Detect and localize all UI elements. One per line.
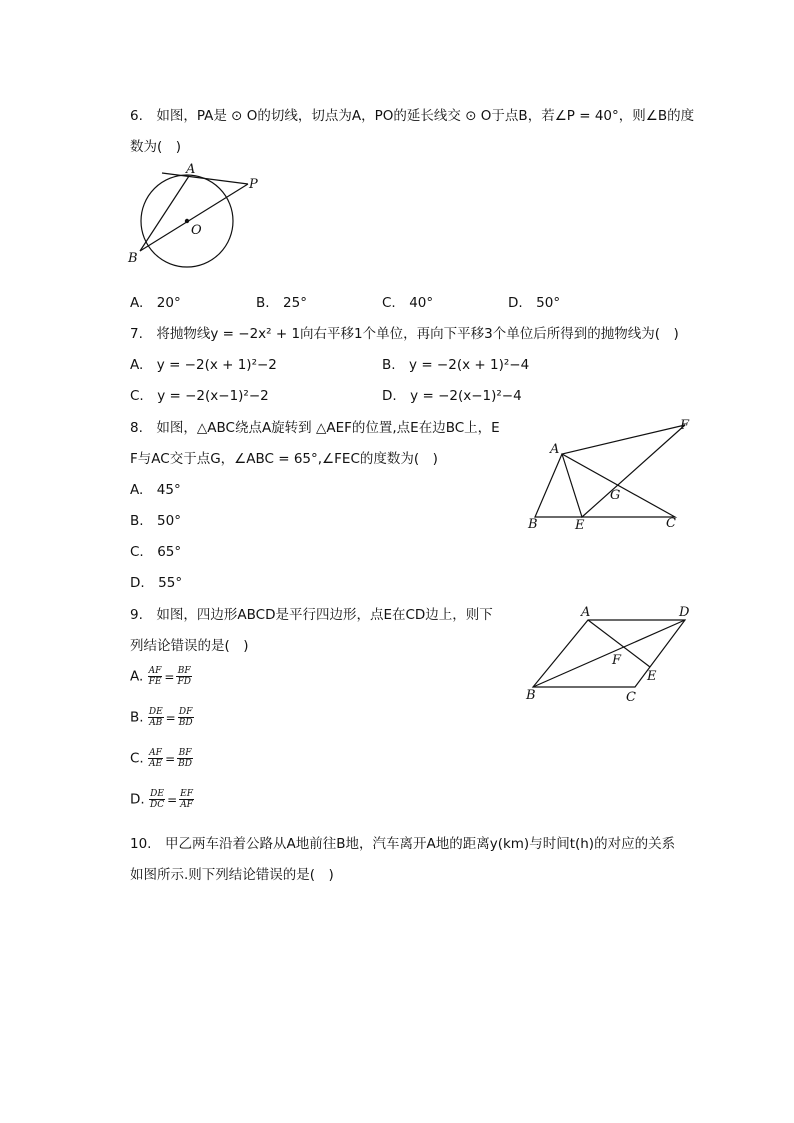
q8-option-b: B. 50° [130,513,181,529]
label-a: A [186,162,196,177]
fraction-left: $\frac{AF}{AE}$ [149,748,163,769]
q6-option-d: D. 50° [508,295,561,311]
secant-line-bp [140,184,248,251]
q8-option-c: C. 65° [130,544,182,560]
fraction-right: $\frac{BF}{BD}$ [178,748,192,769]
q8-stem-line1: 8. 如图，△ABC绕点A旋转到 △AEF的位置,点E在边BC上，E [130,420,500,436]
label-b: B [528,517,538,532]
q9-parallelogram-figure [520,600,700,710]
fraction-left: $\frac{AF}{FE}$ [148,666,162,687]
q6-option-a: A. 20° [130,295,181,311]
q8-stem-line2: F与AC交于点G，∠ABC = 65°,∠FEC的度数为( ) [130,451,438,467]
option-letter: C. [130,750,144,767]
q8-option-a: A. 45° [130,482,181,498]
q7-option-b: B. y = −2(x + 1)²−4 [382,357,530,373]
triangle-abc [535,454,675,517]
fraction-right: $\frac{DF}{BD}$ [178,707,193,728]
q8-option-d: D. 55° [130,575,183,591]
q7-option-d: D. y = −2(x−1)²−4 [382,388,522,404]
option-letter: D. [130,791,145,808]
label-f: F [612,653,622,668]
q9-option-d: D. $\frac{DE}{DC}$ = $\frac{EF}{AF}$ [130,789,193,810]
q6-stem-line2: 数为( ) [130,139,182,155]
label-e: E [575,518,585,533]
label-b: B [526,688,536,703]
label-o: O [191,223,202,238]
fraction-left: $\frac{DE}{DC}$ [149,789,165,810]
q9-option-b: B. $\frac{DE}{AB}$ = $\frac{DF}{BD}$ [130,707,193,728]
q9-option-a: A. $\frac{AF}{FE}$ = $\frac{BF}{FD}$ [130,666,191,687]
fraction-right: $\frac{EF}{AF}$ [180,789,193,810]
q8-triangle-figure [520,415,700,537]
q7-stem: 7. 将抛物线y = −2x² + 1向右平移1个单位，再向下平移3个单位后所得到的抛物线为( ) [130,326,679,342]
label-d: D [679,605,690,620]
q9-stem-line2: 列结论错误的是( ) [130,638,249,654]
option-letter: B. [130,709,144,726]
option-letter: A. [130,668,144,685]
fraction-right: $\frac{BF}{FD}$ [177,666,191,687]
fraction-left: $\frac{DE}{AB}$ [148,707,163,728]
q10-stem-line2: 如图所示.则下列结论错误的是( ) [130,867,334,883]
triangle-aef [562,425,685,517]
label-a: A [550,442,560,457]
label-g: G [610,488,621,503]
tangent-line-pa [162,173,248,184]
label-f: F [680,418,690,433]
q6-stem-line1: 6. 如图，PA是 ⊙ O的切线，切点为A，PO的延长线交 ⊙ O于点B，若∠P = 40°，则∠B的度 [130,108,695,124]
q7-option-c: C. y = −2(x−1)²−2 [130,388,269,404]
q9-option-c: C. $\frac{AF}{AE}$ = $\frac{BF}{BD}$ [130,748,192,769]
center-point-o [185,219,189,223]
label-b: B [128,251,138,266]
q6-circle-figure [120,160,280,280]
label-p: P [249,177,258,192]
label-c: C [666,516,676,531]
q9-stem-line1: 9. 如图，四边形ABCD是平行四边形，点E在CD边上，则下 [130,607,493,623]
q7-option-a: A. y = −2(x + 1)²−2 [130,357,277,373]
label-c: C [626,690,636,705]
q6-option-b: B. 25° [256,295,307,311]
label-e: E [647,669,657,684]
diagonal-bd [533,620,685,687]
label-a: A [581,605,591,620]
chord-ab [140,176,189,251]
q6-option-c: C. 40° [382,295,434,311]
q10-stem-line1: 10. 甲乙两车沿着公路从A地前往B地，汽车离开A地的距离y(km)与时间t(h)的对应的关系 [130,836,676,852]
